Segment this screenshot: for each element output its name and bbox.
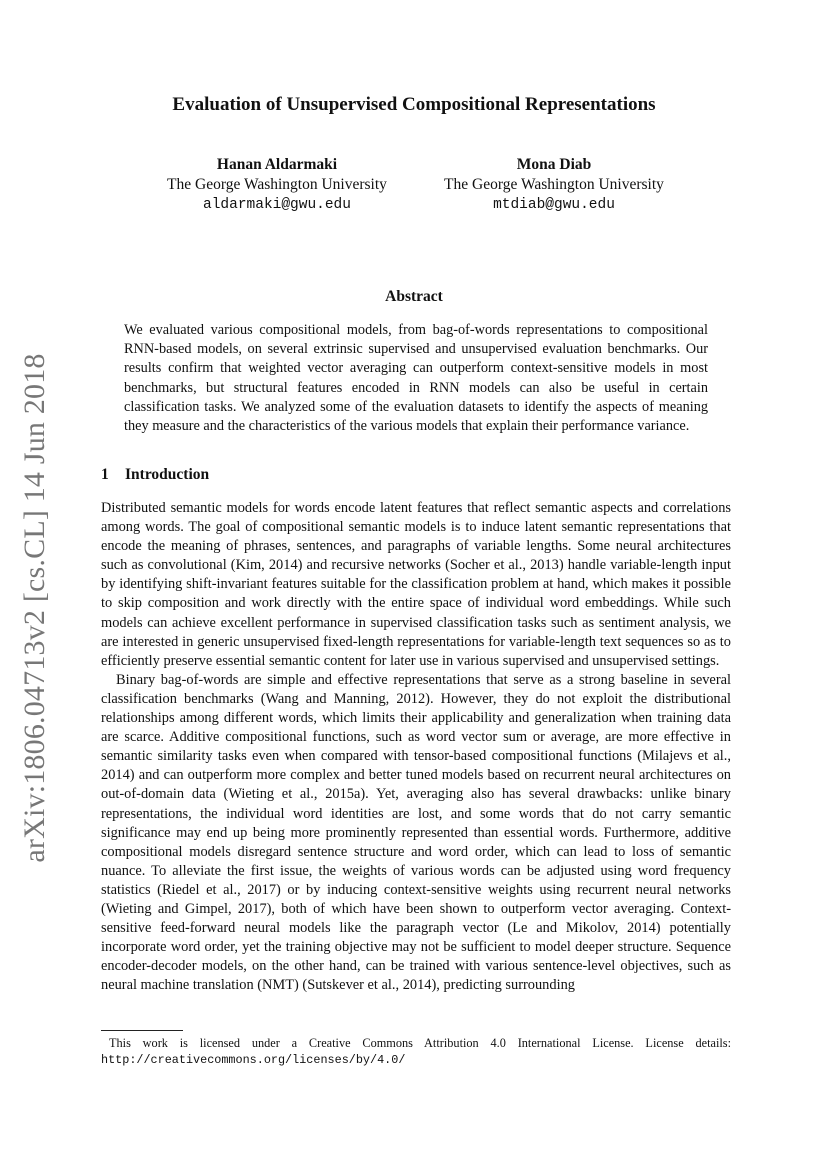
author-affiliation: The George Washington University <box>167 176 387 193</box>
body-paragraph: Binary bag-of-words are simple and effective representations that serve as a strong baseline in several classification benchmarks (Wang and Manning, 2012). However, they do not exploit the distributional relationships among different words, which limits their applicability and generalization when training data are scarce. Additive compositional functions, such as word vector sum or average, are more effective in semantic similarity tasks even when compared with tensor-based compositional functions (Milajevs et al., 2014) and can outperform more complex and better tuned models based on recurrent neural architectures on out-of-domain data (Wieting et al., 2015a). Yet, averaging also has several drawbacks: unlike binary representations, the individual word identities are lost, and some words that do not carry semantic significance may end up being more prominently represented than essential words. Furthermore, additive compositional models disregard sentence structure and word order, which can lead to loss of semantic nuance. To alleviate the first issue, the weights of various words can be adjusted using word frequency statistics (Riedel et al., 2017) or by inducing context-sensitive weights using recurrent neural networks (Wieting and Gimpel, 2017), both of which have been shown to outperform vector averaging. Context-sensitive feed-forward neural models like the paragraph vector (Le and Mikolov, 2014) potentially incorporate word order, yet the training objective may not be sufficient to model deeper structure. Sequence encoder-decoder models, on the other hand, can be trained with various sentence-level objectives, such as neural machine translation (NMT) (Sutskever et al., 2014), predicting surrounding <box>101 671 731 994</box>
author-name: Hanan Aldarmaki <box>216 156 338 173</box>
author-block-1 <box>137 155 417 215</box>
footnote-divider <box>101 1030 183 1031</box>
footnote-text: This work is licensed under a Creative Commons Attribution 4.0 International License. License details: <box>109 1036 731 1050</box>
author-name: Mona Diab <box>516 156 592 173</box>
author-affiliation: The George Washington University <box>444 176 664 193</box>
abstract-heading: Abstract <box>385 288 443 305</box>
license-url-link[interactable]: http://creativecommons.org/licenses/by/4.0/ <box>101 1053 406 1067</box>
arxiv-identifier-stamp: arXiv:1806.04713v2 [cs.CL] 14 Jun 2018 <box>18 353 51 863</box>
paper-title: Evaluation of Unsupervised Compositional Representations <box>172 94 656 115</box>
section-number: 1 <box>101 466 109 483</box>
author-email: mtdiab@gwu.edu <box>493 197 615 213</box>
author-block-2 <box>414 155 694 215</box>
section-heading-introduction <box>101 466 209 484</box>
introduction-body <box>101 499 731 995</box>
abstract-text: We evaluated various compositional models, from bag-of-words representations to compositional RNN-based models, on several extrinsic supervised and unsupervised evaluation benchmarks. Our results confirm that weighted vector averaging can outperform context-sensitive models in most benchmarks, but structural features encoded in RNN models can also be useful in certain classification tasks. We analyzed some of the evaluation datasets to identify the aspects of meaning they measure and the characteristics of the various models that explain their performance variance. <box>124 322 708 435</box>
author-email: aldarmaki@gwu.edu <box>203 197 351 213</box>
license-footnote <box>101 1035 731 1068</box>
section-title: Introduction <box>125 466 210 483</box>
body-paragraph: Distributed semantic models for words encode latent features that reflect semantic aspects and correlations among words. The goal of compositional semantic models is to induce latent semantic representations that encode the meaning of phrases, sentences, and paragraphs of variable lengths. Some neural architectures such as convolutional (Kim, 2014) and recursive networks (Socher et al., 2013) handle variable-length input by identifying shift-invariant features suitable for the classification problem at hand, which makes it possible to skip composition and work directly with the entire space of individual word embeddings. While such models can achieve excellent performance in supervised classification tasks such as sentiment analysis, we are interested in generic unsupervised fixed-length representations for variable-length text sequences so as to efficiently preserve essential semantic content for later use in various supervised and unsupervised settings. <box>101 500 731 669</box>
